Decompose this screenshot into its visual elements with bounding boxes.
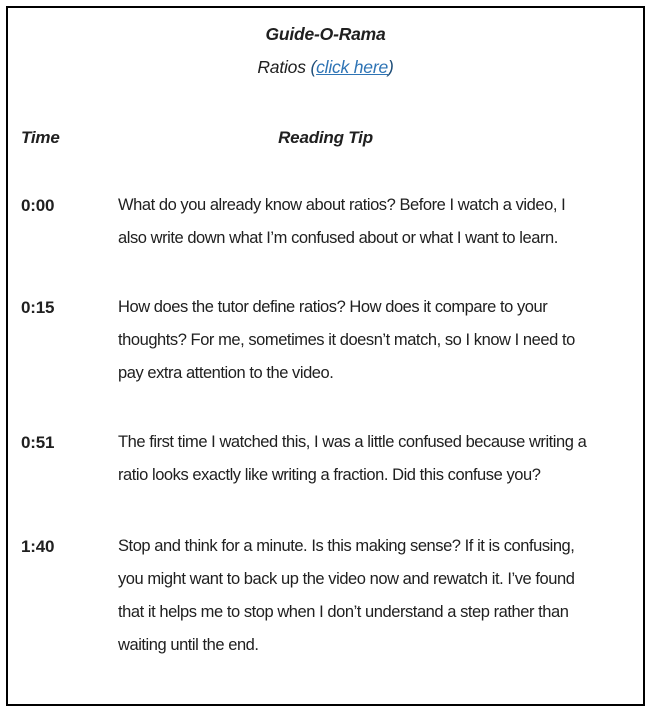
tip-line: ratio looks exactly like writing a fraction. Did this confuse you?: [118, 466, 541, 484]
tip-line: Stop and think for a minute. Is this making sense? If it is confusing,: [118, 537, 575, 555]
tip-line: The first time I watched this, I was a little confused because writing a: [118, 433, 587, 451]
tip-line: What do you already know about ratios? Before I watch a video, I: [118, 196, 566, 214]
page-title: Guide-O-Rama: [265, 24, 386, 44]
tip-cell: [118, 530, 643, 662]
document-frame: [6, 6, 645, 706]
tip-cell: [118, 426, 643, 492]
table-row: [8, 530, 643, 662]
time-cell: 0:15: [21, 298, 55, 317]
table-row: [8, 426, 643, 492]
time-cell: 0:51: [21, 433, 55, 452]
tip-line: you might want to back up the video now and rewatch it. I’ve found: [118, 570, 575, 588]
time-column-header: Time: [21, 128, 60, 147]
document-header: [8, 8, 643, 84]
page-subtitle: [8, 51, 643, 84]
subtitle-paren-close: ): [388, 57, 394, 77]
tip-line: pay extra attention to the video.: [118, 364, 334, 382]
subtitle-paren-open: (: [310, 57, 317, 77]
tip-line: also write down what I’m confused about or what I want to learn.: [118, 229, 558, 247]
subtitle-topic: Ratios: [257, 57, 311, 77]
table-row: [8, 189, 643, 255]
tip-line: waiting until the end.: [118, 636, 259, 654]
table-row: [8, 291, 643, 390]
tip-cell: [118, 291, 643, 390]
ratios-link[interactable]: click here: [316, 57, 388, 77]
tip-line: thoughts? For me, sometimes it doesn’t match, so I know I need to: [118, 331, 575, 349]
time-cell: 1:40: [21, 537, 55, 556]
tip-line: How does the tutor define ratios? How does it compare to your: [118, 298, 548, 316]
reading-tip-column-header: Reading Tip: [278, 128, 373, 147]
column-header-row: [8, 121, 643, 154]
tip-line: that it helps me to stop when I don’t understand a step rather than: [118, 603, 569, 621]
time-cell: 0:00: [21, 196, 55, 215]
tip-cell: [118, 189, 643, 255]
